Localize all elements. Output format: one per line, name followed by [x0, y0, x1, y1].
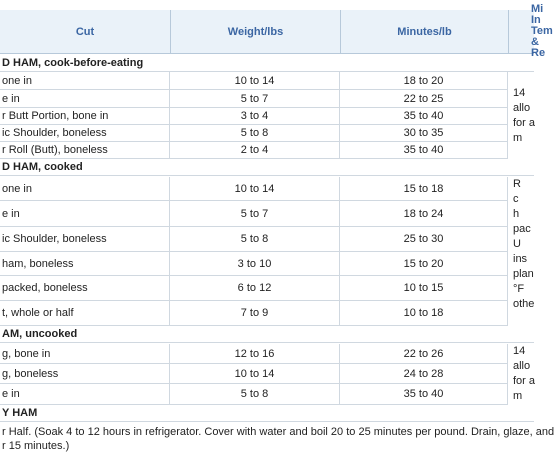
cell-minutes: 22 to 26 [340, 344, 508, 363]
cell-cut: ic Shoulder, boneless [0, 125, 170, 141]
header-internal-temp [509, 3, 553, 59]
cell-cut: g, boneless [0, 364, 170, 383]
cell-cut: packed, boneless [0, 276, 170, 300]
cell-weight: 10 to 14 [170, 72, 340, 89]
table-row [0, 364, 508, 384]
note-line: for a [513, 375, 536, 387]
section-note [509, 86, 534, 146]
cell-weight: 3 to 4 [170, 108, 340, 124]
cell-weight: 10 to 14 [170, 364, 340, 383]
header-minutes-label: Minutes/lb [397, 25, 452, 38]
cell-cut: one in [0, 72, 170, 89]
note-line: c [513, 193, 519, 205]
cell-cut: e in [0, 90, 170, 107]
cell-weight: 12 to 16 [170, 344, 340, 363]
header-temp-line: Mi [531, 3, 544, 15]
cell-cut: r Roll (Butt), boneless [0, 142, 170, 158]
cell-weight: 5 to 8 [170, 384, 340, 404]
cell-weight: 10 to 14 [170, 177, 340, 200]
header-temp-line: Tem [531, 25, 553, 37]
cell-cut: ic Shoulder, boneless [0, 227, 170, 251]
cell-cut: g, bone in [0, 344, 170, 363]
table-row [0, 108, 508, 125]
cell-weight: 2 to 4 [170, 142, 340, 158]
section-title: D HAM, cooked [0, 159, 534, 176]
cell-weight: 7 to 9 [170, 301, 340, 325]
cell-minutes: 35 to 40 [340, 142, 508, 158]
header-cut-label: Cut [75, 25, 95, 38]
section-note [509, 344, 534, 404]
footer-line: r Half. (Soak 4 to 12 hours in refrigerator. Cover with water and boil 20 to 25 minutes per pound. Drain, glaze, and [2, 426, 554, 438]
cell-minutes: 25 to 30 [340, 227, 508, 251]
note-line: allo [513, 102, 531, 114]
cell-minutes: 24 to 28 [340, 364, 508, 383]
table-row [0, 276, 508, 301]
note-line: pac [513, 223, 531, 235]
table-row [0, 201, 508, 227]
note-line: m [513, 132, 523, 144]
cell-cut: e in [0, 384, 170, 404]
note-line: 14 [513, 345, 526, 357]
cell-weight: 3 to 10 [170, 252, 340, 275]
table-row [0, 125, 508, 142]
cell-minutes: 18 to 20 [340, 72, 508, 89]
header-temp-line: & Re [531, 36, 546, 59]
table-row [0, 177, 508, 201]
note-line: allo [513, 360, 531, 372]
section-title: AM, uncooked [0, 326, 534, 343]
note-line: for a [513, 117, 536, 129]
note-line: U [513, 238, 521, 250]
cell-cut: ham, boneless [0, 252, 170, 275]
cell-minutes: 10 to 15 [340, 276, 508, 300]
cell-minutes: 30 to 35 [340, 125, 508, 141]
header-weight-label: Weight/lbs [227, 25, 284, 38]
section-title: D HAM, cook-before-eating [0, 55, 534, 72]
cell-weight: 6 to 12 [170, 276, 340, 300]
cell-cut: one in [0, 177, 170, 200]
cell-minutes: 35 to 40 [340, 108, 508, 124]
cell-weight: 5 to 7 [170, 90, 340, 107]
header-temp-line: In [531, 14, 541, 26]
cell-weight: 5 to 7 [170, 201, 340, 226]
table-row [0, 72, 508, 90]
note-line: h [513, 208, 520, 220]
header-weight [171, 10, 341, 54]
cell-minutes: 18 to 24 [340, 201, 508, 226]
footer-note [2, 425, 554, 453]
cell-minutes: 35 to 40 [340, 384, 508, 404]
note-line: othe [513, 298, 535, 310]
cell-cut: r Butt Portion, bone in [0, 108, 170, 124]
table-row [0, 344, 508, 364]
note-line: m [513, 390, 523, 402]
cell-minutes: 15 to 18 [340, 177, 508, 200]
table-row [0, 252, 508, 276]
table-row [0, 90, 508, 108]
note-line: R [513, 178, 521, 190]
table-row [0, 384, 508, 405]
note-line: ins [513, 253, 528, 265]
note-line: °F [513, 283, 525, 295]
cell-minutes: 15 to 20 [340, 252, 508, 275]
table-row [0, 227, 508, 252]
header-cut [0, 10, 171, 54]
cell-cut: t, whole or half [0, 301, 170, 325]
cell-weight: 5 to 8 [170, 125, 340, 141]
section-note [509, 177, 534, 317]
cell-minutes: 10 to 18 [340, 301, 508, 325]
footer-line: r 15 minutes.) [2, 440, 70, 452]
table-row [0, 301, 508, 326]
cell-cut: e in [0, 201, 170, 226]
cell-weight: 5 to 8 [170, 227, 340, 251]
section-title: Y HAM [0, 405, 534, 422]
note-line: plan [513, 268, 534, 280]
cell-minutes: 22 to 25 [340, 90, 508, 107]
header-minutes [341, 10, 509, 54]
note-line: 14 [513, 87, 526, 99]
table-row [0, 142, 508, 159]
